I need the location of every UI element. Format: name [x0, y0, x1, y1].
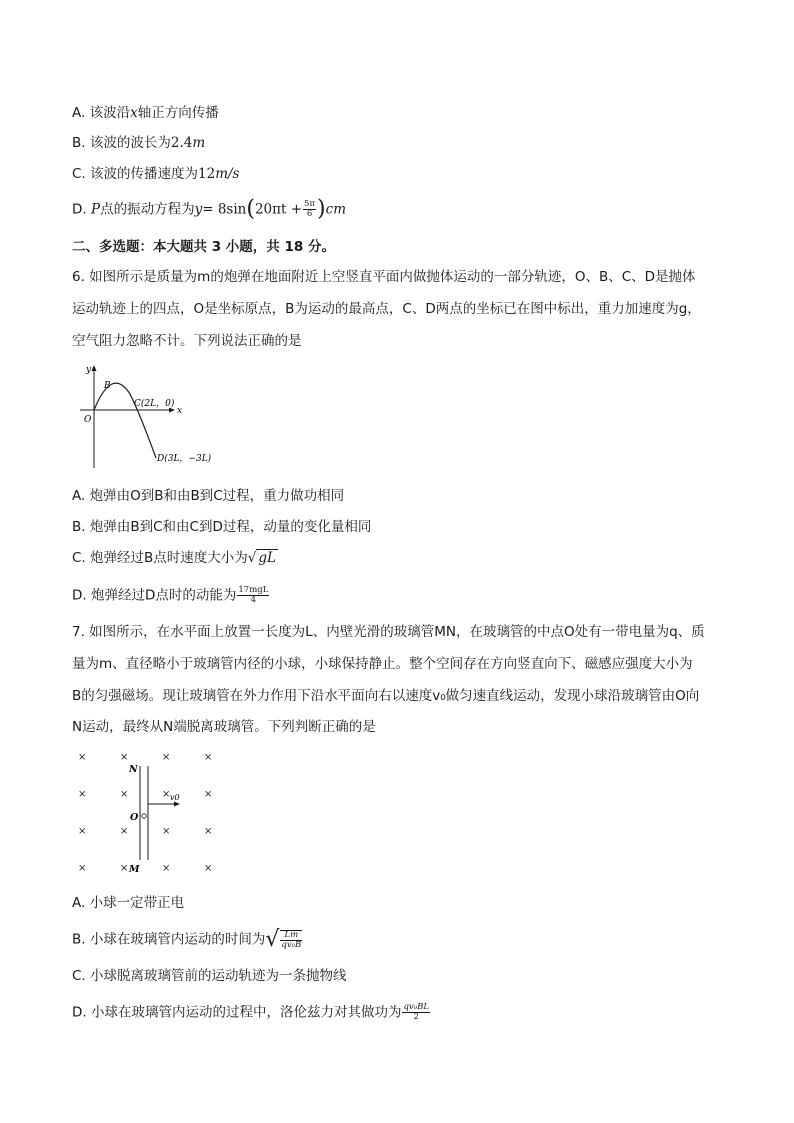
- q5-option-a-text2: 轴正方向传播: [137, 105, 219, 121]
- fraction-denominator: 2: [413, 1012, 419, 1022]
- q5-option-d-label: D.: [72, 201, 91, 218]
- fraction-numerator: qv₀BL: [403, 1002, 430, 1012]
- field-cross-icon: ×: [120, 826, 129, 837]
- fraction-numerator: 17mgL: [238, 585, 269, 595]
- q6-option-b: B. 炮弹由B到C和由C到D过程，动量的变化量相同: [72, 519, 372, 535]
- field-cross-icon: ×: [162, 752, 171, 763]
- midpoint-o-label: O: [130, 812, 139, 823]
- q6-option-d-text: D. 炮弹经过D点时的动能为: [72, 587, 237, 604]
- q7-option-d-text: D. 小球在玻璃管内运动的过程中，洛伦兹力对其做功为: [72, 1004, 402, 1021]
- velocity-arrowhead-icon: [174, 802, 180, 807]
- q7-option-d: [72, 1003, 431, 1022]
- left-paren: (: [246, 196, 255, 222]
- fraction-denominator: qv₀B: [281, 940, 302, 950]
- q7-stem-line4: N运动，最终从N端脱离玻璃管。下列判断正确的是: [72, 719, 376, 735]
- field-cross-icon: ×: [120, 789, 129, 800]
- end-m-label: M: [129, 864, 140, 875]
- q6-option-d-fraction: [237, 586, 269, 605]
- field-cross-icon: ×: [120, 863, 129, 874]
- q5-option-d-inner: 20πt +: [254, 201, 303, 218]
- q5-option-c-unit: m/s: [215, 166, 240, 182]
- q5-option-a-text: A. 该波沿: [72, 105, 131, 121]
- field-cross-icon: ×: [120, 752, 129, 763]
- field-cross-icon: ×: [204, 789, 213, 800]
- q6-option-c-text: C. 炮弹经过B点时速度大小为: [72, 550, 248, 566]
- q5-option-d-unit: cm: [325, 201, 347, 218]
- q5-option-d-text: 点的振动方程为: [100, 201, 195, 218]
- q7-stem-line1: 7. 如图所示，在水平面上放置一长度为L、内壁光滑的玻璃管MN，在玻璃管的中点O处有一带电量为q、质: [72, 624, 705, 640]
- q5-option-b-unit: m: [192, 135, 206, 151]
- q5-option-c: [72, 165, 239, 183]
- square-root: √ gL: [247, 550, 276, 566]
- point-d-label: D(3L，−3L): [157, 454, 212, 464]
- y-label: y: [86, 365, 92, 375]
- q7-option-b-text: B. 小球在玻璃管内运动的时间为: [72, 931, 266, 948]
- velocity-label: v0: [170, 793, 180, 802]
- right-paren: ): [317, 196, 326, 222]
- field-cross-icon: ×: [78, 752, 87, 763]
- field-cross-icon: ×: [162, 863, 171, 874]
- q5-option-a: [72, 104, 219, 122]
- field-cross-icon: ×: [204, 863, 213, 874]
- q6-stem-line1: 6. 如图所示是质量为m的炮弹在地面附近上空竖直平面内做抛体运动的一部分轨迹，O、B、C、D是抛体: [72, 269, 696, 285]
- fraction-denominator: 6: [306, 209, 313, 219]
- q7-option-a: A. 小球一定带正电: [72, 895, 185, 911]
- field-cross-icon: ×: [78, 789, 87, 800]
- q7-stem-line3: B的匀强磁场。现让玻璃管在外力作用下沿水平面向右以速度v₀做匀速直线运动，发现小球沿玻璃管由O向: [72, 688, 700, 704]
- q5-option-c-text: C. 该波的传播速度为: [72, 166, 199, 182]
- x-label: x: [177, 406, 183, 416]
- q5-option-b-value: 2.4: [170, 135, 193, 151]
- q5-option-d-point: P: [90, 201, 101, 218]
- charged-ball: [142, 814, 146, 818]
- q6-option-a: A. 炮弹由O到B和由B到C过程，重力做功相同: [72, 488, 345, 504]
- point-c-label: C(2L，0): [134, 399, 175, 409]
- field-cross-icon: ×: [78, 826, 87, 837]
- field-cross-icon: ×: [162, 826, 171, 837]
- trajectory-curve: [94, 383, 156, 458]
- q7-option-c: C. 小球脱离玻璃管前的运动轨迹为一条抛物线: [72, 968, 347, 984]
- q6-option-d: [72, 586, 270, 605]
- q5-option-d-fraction: [303, 200, 316, 219]
- end-n-label: N: [129, 764, 138, 775]
- fraction-numerator: 5π: [304, 199, 316, 209]
- q6-trajectory-figure: [78, 362, 228, 472]
- origin-label: O: [84, 415, 92, 425]
- q5-option-a-var: x: [130, 105, 138, 121]
- q6-option-c: [72, 549, 278, 567]
- q5-option-b: [72, 134, 205, 152]
- q7-magnetic-field-figure: [72, 748, 222, 878]
- magnetic-field-crosses: [78, 752, 212, 874]
- q7-option-b: [72, 927, 303, 952]
- square-root: √ $\frac{Lm}{\text{qv₀B}}$: [265, 927, 302, 952]
- field-cross-icon: ×: [204, 826, 213, 837]
- q7-option-d-fraction: [402, 1003, 430, 1022]
- q6-stem-line3: 空气阻力忽略不计。下列说法正确的是: [72, 333, 302, 349]
- field-cross-icon: ×: [162, 789, 171, 800]
- y-axis-arrow-icon: [92, 365, 97, 371]
- q5-option-c-value: 12: [198, 166, 216, 182]
- q7-option-b-fraction: [280, 930, 302, 950]
- q5-option-d-eq: = 8sin: [202, 201, 247, 218]
- q5-option-d-y: y: [194, 201, 203, 218]
- q6-stem-line2: 运动轨迹上的四点，O是坐标原点，B为运动的最高点，C、D两点的坐标已在图中标出，重力加速度为g，: [72, 301, 701, 317]
- point-b-label: B: [104, 381, 111, 391]
- field-cross-icon: ×: [204, 752, 213, 763]
- q7-stem-line2: 量为m、直径略小于玻璃管内径的小球，小球保持静止。整个空间存在方向竖直向下、磁感应强度大小为: [72, 656, 693, 672]
- fraction-numerator: Lm: [280, 931, 302, 941]
- q5-option-d: [72, 196, 347, 222]
- q5-option-b-text: B. 该波的波长为: [72, 135, 171, 151]
- field-cross-icon: ×: [78, 863, 87, 874]
- section-heading: 二、多选题：本大题共 3 小题，共 18 分。: [72, 239, 335, 255]
- square-root-radicand: gL: [258, 550, 276, 566]
- fraction-denominator: 4: [250, 595, 257, 605]
